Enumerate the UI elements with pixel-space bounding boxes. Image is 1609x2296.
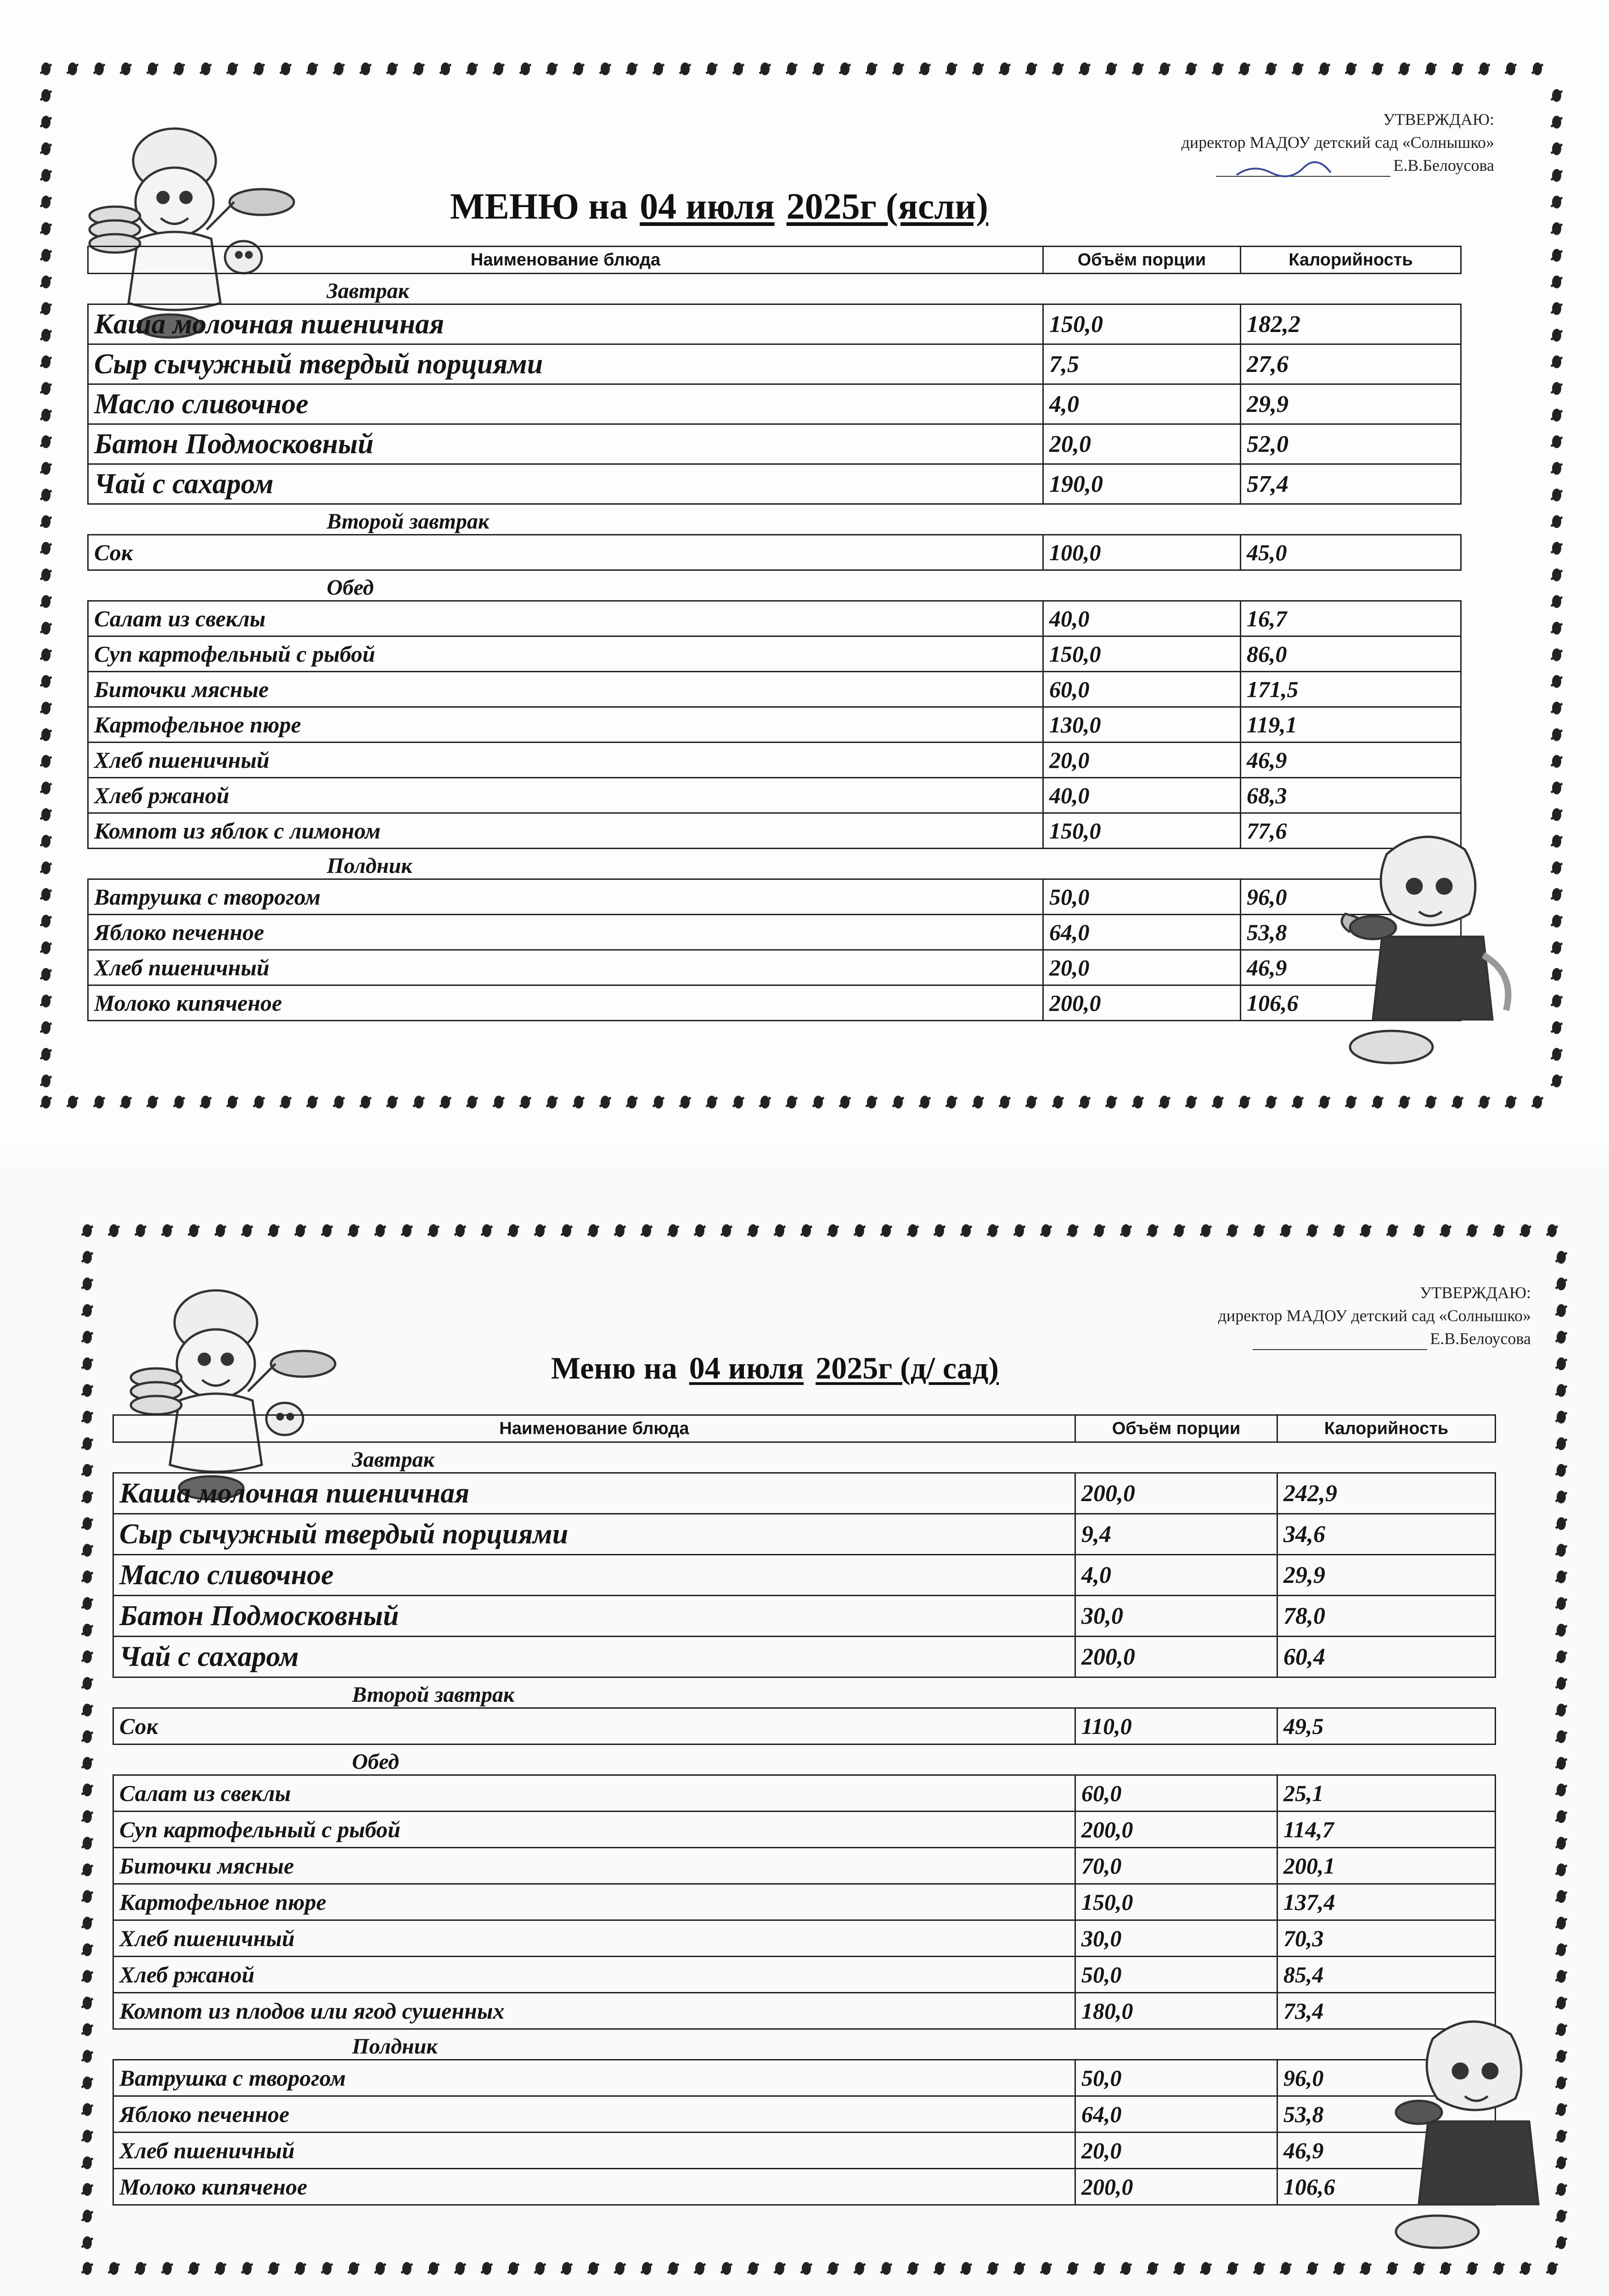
portion-cell: 200,0: [1075, 1473, 1277, 1514]
dish-name-cell: Хлеб пшеничный: [113, 2133, 1075, 2169]
table-row: [88, 601, 1461, 636]
meal-section-row: [113, 2029, 1496, 2060]
approval-name: Е.В.Белоусова: [1393, 156, 1494, 174]
meal-section-title: Завтрак: [113, 1442, 1496, 1473]
dish-name-cell: Хлеб пшеничный: [113, 1920, 1075, 1957]
portion-cell: 20,0: [1075, 2133, 1277, 2169]
meal-section-row: [88, 504, 1461, 535]
menu-sheet-kindergarten: [0, 1166, 1609, 2296]
meal-section-row: [113, 1745, 1496, 1775]
portion-cell: 100,0: [1043, 535, 1241, 570]
table-row: [88, 424, 1461, 464]
calories-cell: 137,4: [1277, 1884, 1496, 1920]
portion-cell: 50,0: [1043, 879, 1241, 915]
dish-name-cell: Яблоко печенное: [88, 915, 1043, 950]
meal-section-title: Обед: [88, 570, 1461, 601]
table-row: [113, 1884, 1496, 1920]
table-row: [88, 464, 1461, 504]
meal-section-row: [113, 1442, 1496, 1473]
calories-cell: 29,9: [1241, 384, 1461, 424]
table-row: [113, 1812, 1496, 1848]
table-header-row: [88, 247, 1461, 274]
portion-cell: 40,0: [1043, 601, 1241, 636]
portion-cell: 40,0: [1043, 778, 1241, 813]
dish-name-cell: Каша молочная пшеничная: [88, 304, 1043, 344]
table-row: [113, 1596, 1496, 1637]
meal-section-row: [113, 1677, 1496, 1708]
portion-cell: 110,0: [1075, 1708, 1277, 1745]
table-row: [88, 384, 1461, 424]
calories-cell: 96,0: [1241, 879, 1461, 915]
calories-cell: 34,6: [1277, 1514, 1496, 1555]
calories-cell: 114,7: [1277, 1812, 1496, 1848]
portion-cell: 150,0: [1043, 636, 1241, 672]
meal-section-row: [88, 849, 1461, 879]
calories-cell: 27,6: [1241, 344, 1461, 384]
signature-image: [1216, 159, 1390, 177]
table-row: [113, 2169, 1496, 2205]
meal-section-title: Второй завтрак: [113, 1677, 1496, 1708]
dish-name-cell: Суп картофельный с рыбой: [113, 1812, 1075, 1848]
calories-cell: 46,9: [1241, 743, 1461, 778]
portion-cell: 180,0: [1075, 1993, 1277, 2029]
calories-cell: 106,6: [1277, 2169, 1496, 2205]
table-row: [88, 344, 1461, 384]
calories-cell: 53,8: [1277, 2096, 1496, 2133]
dish-name-cell: Масло сливочное: [88, 384, 1043, 424]
table-row: [113, 1775, 1496, 1812]
approval-block: [1218, 1281, 1531, 1350]
dish-name-cell: Масло сливочное: [113, 1555, 1075, 1596]
calories-cell: 45,0: [1241, 535, 1461, 570]
table-row: [88, 950, 1461, 985]
dish-name-cell: Компот из яблок с лимоном: [88, 813, 1043, 849]
portion-column-header: Объём порции: [1075, 1415, 1277, 1442]
calories-cell: 29,9: [1277, 1555, 1496, 1596]
menu-table: [113, 1414, 1496, 2206]
calories-cell: 60,4: [1277, 1637, 1496, 1677]
table-row: [88, 672, 1461, 707]
dish-name-cell: Батон Подмосковный: [88, 424, 1043, 464]
calories-cell: 46,9: [1277, 2133, 1496, 2169]
child-illustration: [1332, 817, 1525, 1077]
portion-cell: 30,0: [1075, 1596, 1277, 1637]
portion-cell: 20,0: [1043, 743, 1241, 778]
portion-cell: 150,0: [1075, 1884, 1277, 1920]
portion-cell: 4,0: [1043, 384, 1241, 424]
table-row: [88, 985, 1461, 1021]
calories-cell: 106,6: [1241, 985, 1461, 1021]
dish-name-cell: Сыр сычужный твердый порциями: [88, 344, 1043, 384]
portion-column-header: Объём порции: [1043, 247, 1241, 274]
portion-cell: 20,0: [1043, 950, 1241, 985]
child-illustration: [1378, 2002, 1570, 2262]
meal-section-title: Обед: [113, 1745, 1496, 1775]
meal-section-row: [88, 274, 1461, 304]
table-row: [88, 636, 1461, 672]
portion-cell: 64,0: [1075, 2096, 1277, 2133]
table-header-row: [113, 1415, 1496, 1442]
calories-cell: 85,4: [1277, 1957, 1496, 1993]
table-row: [88, 743, 1461, 778]
title-year: 2025г (ясли): [786, 186, 989, 227]
calories-cell: 242,9: [1277, 1473, 1496, 1514]
calories-cell: 96,0: [1277, 2060, 1496, 2096]
table-row: [113, 2133, 1496, 2169]
calories-cell: 52,0: [1241, 424, 1461, 464]
dish-name-cell: Молоко кипяченое: [113, 2169, 1075, 2205]
portion-cell: 150,0: [1043, 813, 1241, 849]
table-row: [88, 813, 1461, 849]
dish-name-cell: Картофельное пюре: [113, 1884, 1075, 1920]
portion-cell: 7,5: [1043, 344, 1241, 384]
dish-name-cell: Ватрушка с творогом: [113, 2060, 1075, 2096]
dish-name-cell: Хлеб пшеничный: [88, 950, 1043, 985]
table-row: [88, 915, 1461, 950]
page-title: [551, 1350, 999, 1386]
table-row: [113, 2096, 1496, 2133]
dish-name-cell: Суп картофельный с рыбой: [88, 636, 1043, 672]
calories-cell: 119,1: [1241, 707, 1461, 743]
table-row: [88, 304, 1461, 344]
table-row: [113, 1637, 1496, 1677]
table-row: [88, 707, 1461, 743]
portion-cell: 60,0: [1043, 672, 1241, 707]
menu-table: [87, 246, 1462, 1021]
calories-cell: 57,4: [1241, 464, 1461, 504]
portion-cell: 150,0: [1043, 304, 1241, 344]
dish-name-cell: Хлеб ржаной: [88, 778, 1043, 813]
table-row: [113, 1920, 1496, 1957]
title-main: Меню на: [551, 1351, 677, 1385]
dish-name-cell: Хлеб пшеничный: [88, 743, 1043, 778]
table-row: [113, 1514, 1496, 1555]
portion-cell: 70,0: [1075, 1848, 1277, 1884]
calories-cell: 53,8: [1241, 915, 1461, 950]
portion-cell: 200,0: [1075, 1637, 1277, 1677]
calories-cell: 46,9: [1241, 950, 1461, 985]
calories-cell: 78,0: [1277, 1596, 1496, 1637]
portion-cell: 20,0: [1043, 424, 1241, 464]
dish-column-header: Наименование блюда: [113, 1415, 1075, 1442]
meal-section-title: Полдник: [88, 849, 1461, 879]
approval-position: директор МАДОУ детский сад «Солнышко»: [1181, 133, 1494, 152]
table-row: [113, 2060, 1496, 2096]
dish-name-cell: Батон Подмосковный: [113, 1596, 1075, 1637]
title-date: 04 июля: [640, 186, 775, 227]
calories-cell: 70,3: [1277, 1920, 1496, 1957]
table-row: [88, 879, 1461, 915]
calories-cell: 171,5: [1241, 672, 1461, 707]
portion-cell: 190,0: [1043, 464, 1241, 504]
approval-title: УТВЕРЖДАЮ:: [1383, 110, 1494, 129]
calories-cell: 25,1: [1277, 1775, 1496, 1812]
portion-cell: 9,4: [1075, 1514, 1277, 1555]
title-date: 04 июля: [689, 1351, 804, 1385]
portion-cell: 130,0: [1043, 707, 1241, 743]
calories-column-header: Калорийность: [1241, 247, 1461, 274]
approval-title: УТВЕРЖДАЮ:: [1419, 1283, 1531, 1302]
dish-name-cell: Сок: [113, 1708, 1075, 1745]
portion-cell: 60,0: [1075, 1775, 1277, 1812]
dish-name-cell: Сыр сычужный твердый порциями: [113, 1514, 1075, 1555]
portion-cell: 200,0: [1075, 2169, 1277, 2205]
dish-name-cell: Молоко кипяченое: [88, 985, 1043, 1021]
table-row: [88, 535, 1461, 570]
dish-name-cell: Биточки мясные: [88, 672, 1043, 707]
calories-cell: 16,7: [1241, 601, 1461, 636]
portion-cell: 200,0: [1075, 1812, 1277, 1848]
approval-signature-line: [1218, 1327, 1531, 1350]
dish-name-cell: Хлеб ржаной: [113, 1957, 1075, 1993]
table-row: [113, 1848, 1496, 1884]
portion-cell: 30,0: [1075, 1920, 1277, 1957]
approval-block: [1181, 108, 1494, 177]
dish-name-cell: Чай с сахаром: [113, 1637, 1075, 1677]
meal-section-title: Второй завтрак: [88, 504, 1461, 535]
approval-signature-line: [1181, 154, 1494, 177]
title-main: МЕНЮ на: [450, 186, 628, 227]
title-year: 2025г (д/ сад): [816, 1351, 999, 1385]
portion-cell: 64,0: [1043, 915, 1241, 950]
dish-name-cell: Сок: [88, 535, 1043, 570]
dish-name-cell: Салат из свеклы: [88, 601, 1043, 636]
dish-name-cell: Салат из свеклы: [113, 1775, 1075, 1812]
dish-name-cell: Яблоко печенное: [113, 2096, 1075, 2133]
calories-cell: 68,3: [1241, 778, 1461, 813]
portion-cell: 4,0: [1075, 1555, 1277, 1596]
dish-name-cell: Ватрушка с творогом: [88, 879, 1043, 915]
table-row: [113, 1957, 1496, 1993]
table-row: [113, 1473, 1496, 1514]
portion-cell: 50,0: [1075, 2060, 1277, 2096]
table-row: [113, 1555, 1496, 1596]
table-row: [88, 778, 1461, 813]
dish-name-cell: Компот из плодов или ягод сушенных: [113, 1993, 1075, 2029]
approval-position: директор МАДОУ детский сад «Солнышко»: [1218, 1306, 1531, 1325]
meal-section-title: Полдник: [113, 2029, 1496, 2060]
calories-cell: 182,2: [1241, 304, 1461, 344]
approval-name: Е.В.Белоусова: [1430, 1329, 1531, 1348]
dish-name-cell: Каша молочная пшеничная: [113, 1473, 1075, 1514]
calories-cell: 200,1: [1277, 1848, 1496, 1884]
signature-line: [1253, 1333, 1427, 1350]
dish-column-header: Наименование блюда: [88, 247, 1043, 274]
portion-cell: 200,0: [1043, 985, 1241, 1021]
calories-cell: 49,5: [1277, 1708, 1496, 1745]
dish-name-cell: Биточки мясные: [113, 1848, 1075, 1884]
meal-section-title: Завтрак: [88, 274, 1461, 304]
calories-cell: 86,0: [1241, 636, 1461, 672]
meal-section-row: [88, 570, 1461, 601]
portion-cell: 50,0: [1075, 1957, 1277, 1993]
calories-column-header: Калорийность: [1277, 1415, 1496, 1442]
dish-name-cell: Картофельное пюре: [88, 707, 1043, 743]
dish-name-cell: Чай с сахаром: [88, 464, 1043, 504]
page-title: [450, 186, 988, 228]
table-row: [113, 1993, 1496, 2029]
calories-cell: 77,6: [1241, 813, 1461, 849]
table-row: [113, 1708, 1496, 1745]
calories-cell: 73,4: [1277, 1993, 1496, 2029]
